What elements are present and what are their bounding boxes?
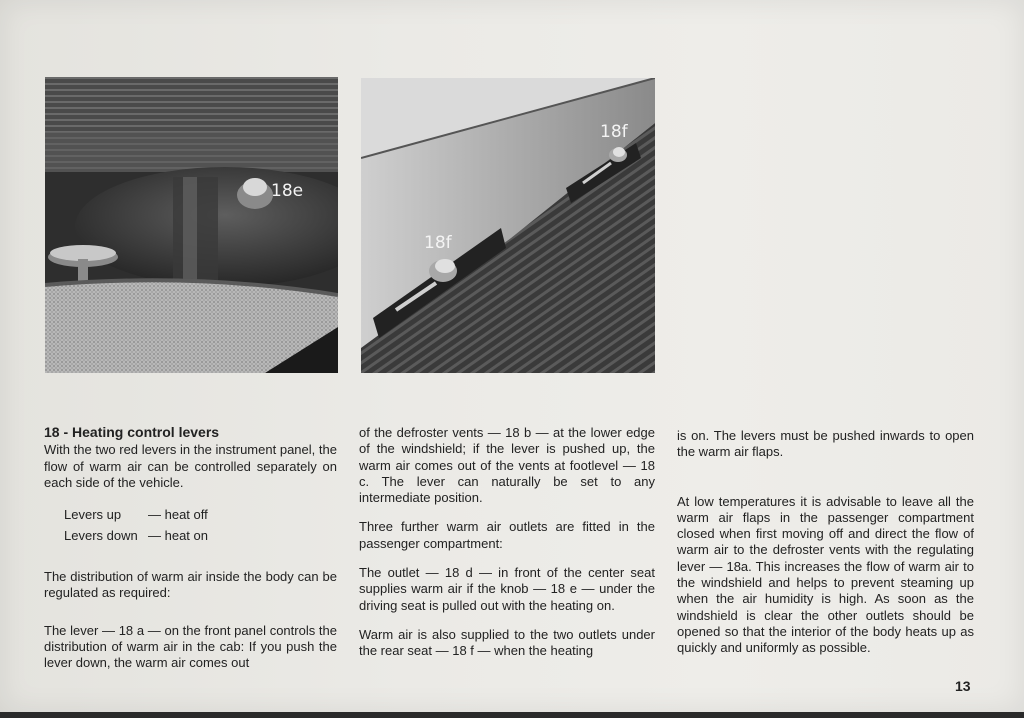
paragraph: of the defroster vents — 18 b — at the lower edge of the windshield; if the lever is pushed up, the warm air comes out of the vents at footlevel — 18 c. The lever can naturally be set to any intermediate position. — [359, 425, 655, 506]
paragraph: The distribution of warm air inside the body can be regulated as required: — [44, 569, 337, 601]
section-heading: 18 - Heating control levers — [44, 424, 220, 440]
lever-row — [64, 528, 337, 549]
callout-label-18f-top: 18f — [600, 122, 628, 142]
text-column-3 — [677, 428, 974, 657]
lever-effect: — heat on — [148, 528, 208, 544]
page-number: 13 — [955, 678, 971, 694]
callout-label-18e: 18e — [271, 181, 304, 201]
paragraph: is on. The levers must be pushed inwards to open the warm air flaps. — [677, 428, 974, 460]
paragraph: With the two red levers in the instrument panel, the flow of warm air can be controlled separately on each side of the vehicle. — [44, 442, 337, 490]
text-column-1 — [44, 424, 337, 672]
photo-knob-under-seat — [45, 77, 338, 373]
photo-rear-seat-outlets — [361, 78, 655, 373]
lever-position: Levers down — [64, 528, 138, 544]
lever-positions-table — [64, 507, 337, 549]
paragraph: The outlet — 18 d — in front of the center seat supplies warm air if the knob — 18 e — under the driving seat is pulled out with the heating on. — [359, 565, 655, 613]
paragraph: Three further warm air outlets are fitted in the passenger compartment: — [359, 519, 655, 551]
paragraph: The lever — 18 a — on the front panel controls the distribution of warm air in the cab: If you push the lever down, the warm air comes out — [44, 622, 337, 671]
lever-position: Levers up — [64, 507, 122, 523]
paragraph: Warm air is also supplied to the two outlets under the rear seat — 18 f — when the heating — [359, 626, 655, 659]
text-column-2 — [359, 425, 655, 660]
callout-label-18f-bottom: 18f — [424, 233, 452, 253]
paragraph: At low temperatures it is advisable to leave all the warm air flaps in the passenger compartment closed when first moving off and direct the flow of warm air to the defroster vents with the regulating lever — 18a. This increases the flow of warm air to the windshield and helps to prevent steaming up when the air humidity is high. As soon as the windshield is clear the other outlets should be opened so that the interior of the body heats up as quickly and uniformly as possible. — [677, 493, 974, 656]
lever-effect: — heat off — [148, 507, 208, 523]
lever-row — [64, 507, 337, 528]
